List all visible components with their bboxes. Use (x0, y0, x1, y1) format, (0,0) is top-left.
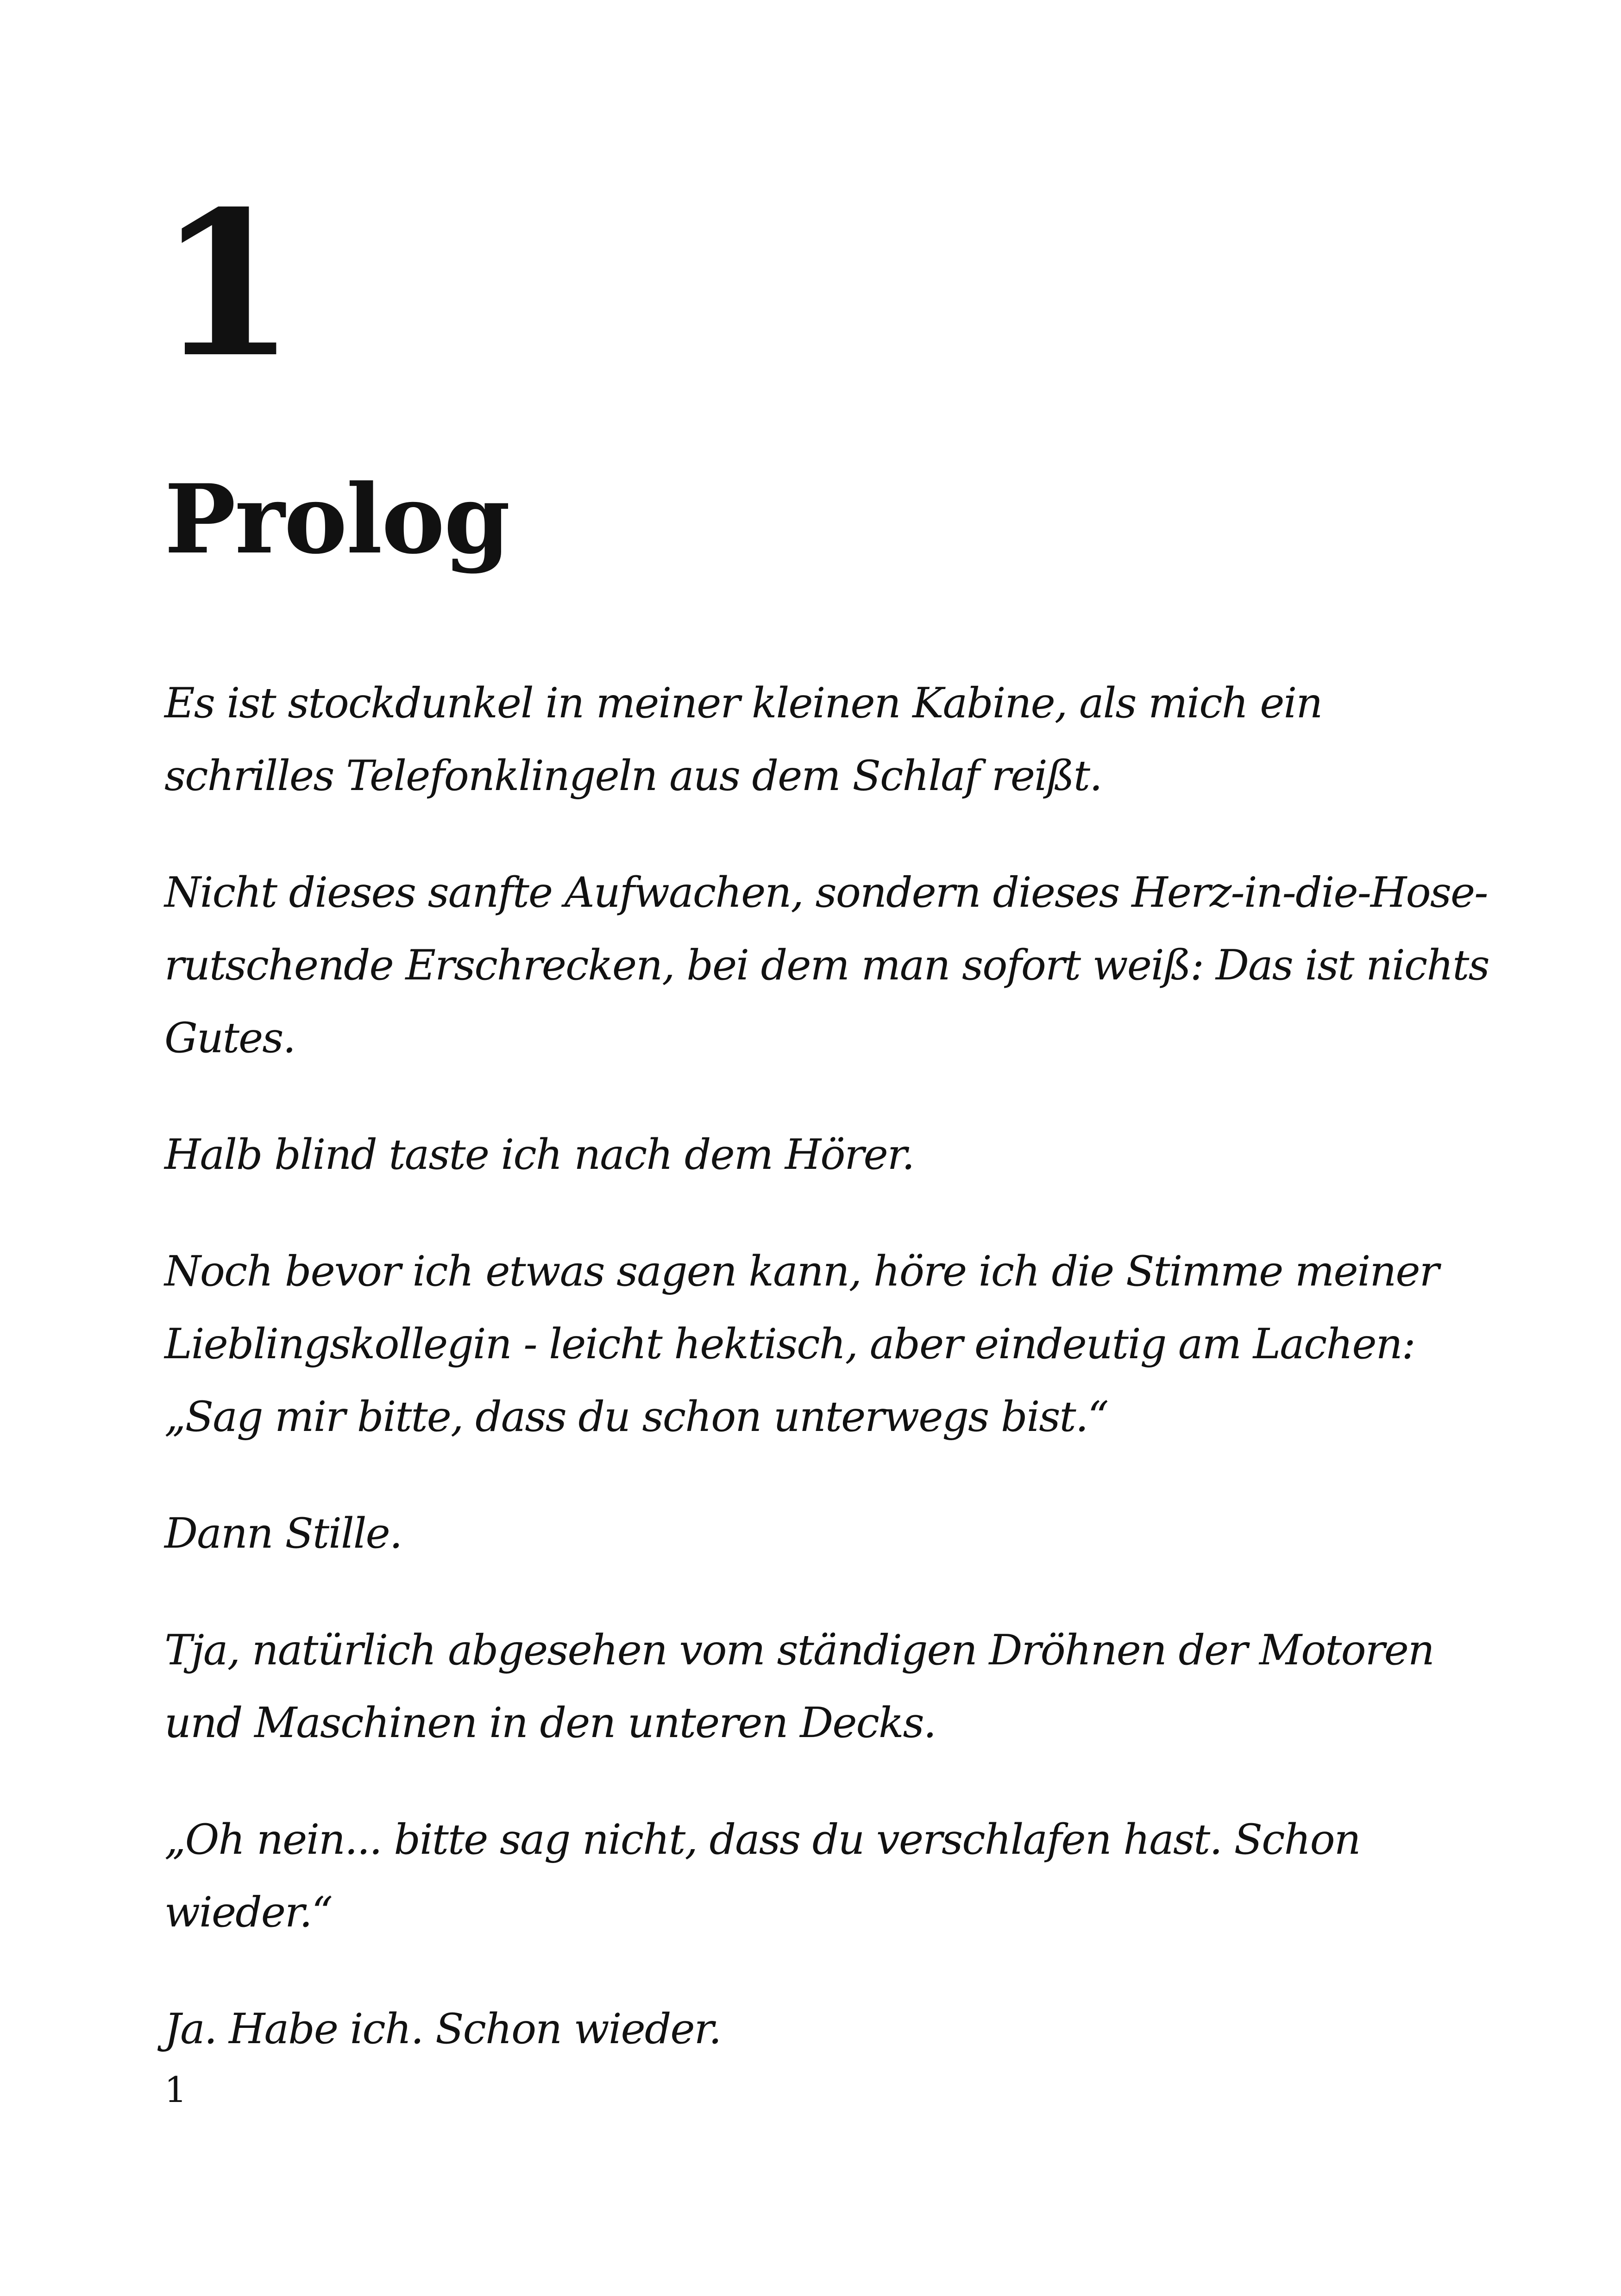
text-line: Nicht dieses sanfte Aufwachen, sondern dieses Herz-in-die-Hose- (164, 868, 1488, 917)
paragraph (164, 856, 1498, 1074)
text-line: Halb blind taste ich nach dem Hörer. (164, 1130, 914, 1179)
text-line: Es ist stockdunkel in meiner kleinen Kabine, als mich ein (164, 679, 1322, 728)
text-line: Gutes. (164, 1014, 295, 1062)
body-text (164, 667, 1498, 2109)
text-line: schrilles Telefonklingeln aus dem Schlaf reißt. (164, 752, 1102, 800)
text-line: Ja. Habe ich. Schon wieder. (164, 2005, 721, 2053)
text-line: Lieblingskollegin - leicht hektisch, aber eindeutig am Lachen: (164, 1320, 1415, 1368)
page-number: 1 (164, 2069, 187, 2110)
paragraph (164, 1497, 1498, 1570)
text-line: „Sag mir bitte, dass du schon unterwegs bist.“ (164, 1393, 1108, 1441)
text-line: rutschende Erschrecken, bei dem man sofort weiß: Das ist nichts (164, 941, 1489, 990)
paragraph (164, 1993, 1498, 2065)
paragraph (164, 1803, 1498, 1949)
text-line: Tja, natürlich abgesehen vom ständigen Dröhnen der Motoren (164, 1626, 1434, 1675)
paragraph (164, 1614, 1498, 1759)
text-line: wieder.“ (164, 1888, 332, 1937)
chapter-number: 1 (157, 168, 296, 401)
text-line: Dann Stille. (164, 1509, 402, 1558)
chapter-title: Prolog (164, 464, 509, 575)
text-line: Noch bevor ich etwas sagen kann, höre ich die Stimme meiner (164, 1247, 1439, 1296)
paragraph (164, 1118, 1498, 1191)
text-line: „Oh nein... bitte sag nicht, dass du verschlafen hast. Schon (164, 1815, 1360, 1864)
paragraph (164, 667, 1498, 812)
paragraph (164, 1235, 1498, 1453)
text-line: und Maschinen in den unteren Decks. (164, 1699, 936, 1747)
